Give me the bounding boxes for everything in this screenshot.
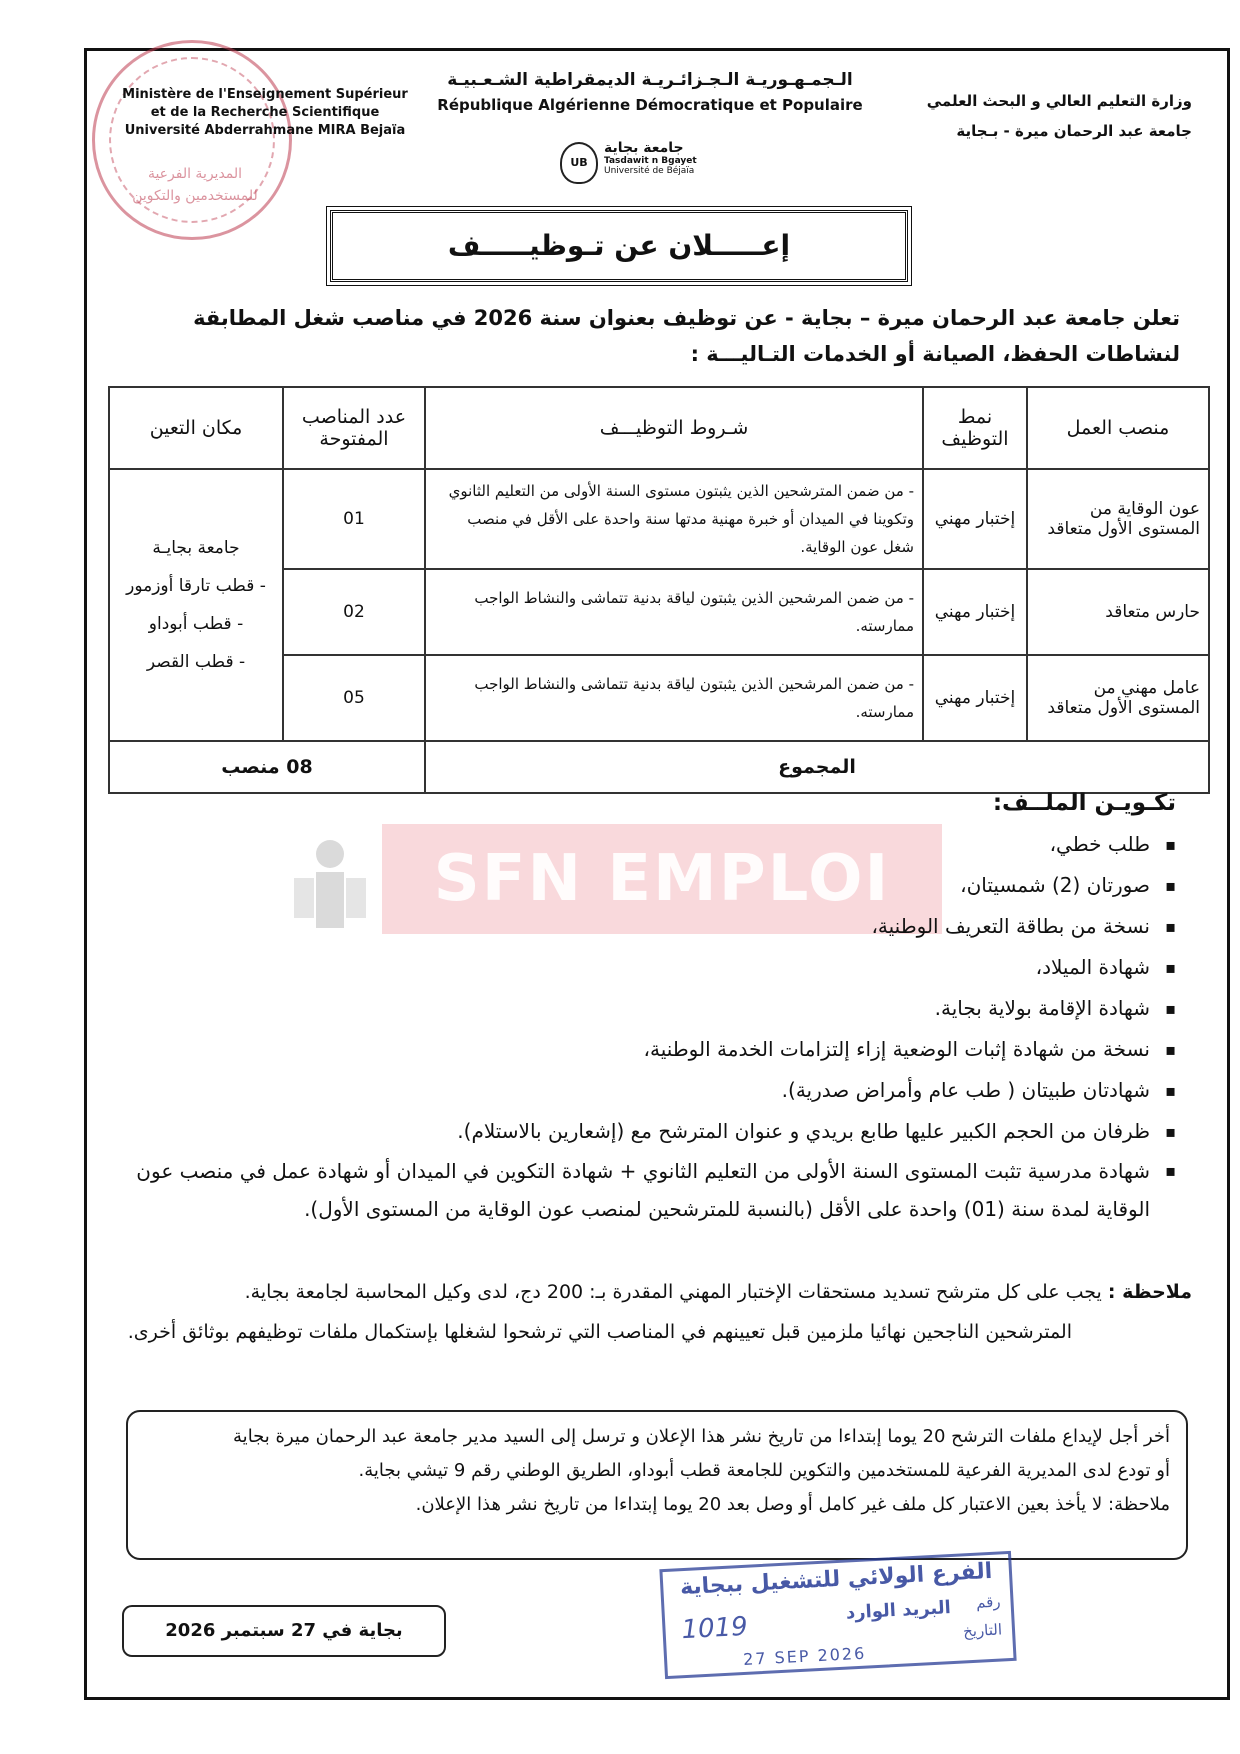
logo-fr-name: Université de Béjaïa <box>604 166 695 176</box>
stamp-date-label: التاريخ <box>962 1620 1003 1641</box>
header-republic <box>420 70 880 114</box>
note-label: ملاحظة : <box>1107 1281 1192 1303</box>
row-type: إختبار مهني <box>923 469 1027 569</box>
stamp-number-label: رقم <box>975 1592 1001 1612</box>
jobs-table <box>108 386 1210 794</box>
deadline-line-3: ملاحظة: لا يأخذ بعين الاعتبار كل ملف غير كامل أو وصل بعد 20 يوما إبتداءا من تاريخ نشر هذا الإعلان. <box>415 1494 1170 1515</box>
stamp-incoming-mail: البريد الوارد <box>845 1597 952 1624</box>
list-item: ▪ نسخة من شهادة إثبات الوضعية إزاء إلتزامات الخدمة الوطنية، <box>90 1029 1180 1070</box>
row-count: 05 <box>283 655 425 741</box>
table-header-row <box>109 387 1209 469</box>
header-ministry-line: وزارة التعليم العالي و البحث العلمي <box>926 92 1192 110</box>
place-line: - قطب تارقا أوزمور <box>126 576 266 596</box>
place-line: جامعة بجايـة <box>152 538 240 558</box>
announcement-title-box <box>330 210 908 282</box>
list-item: ▪ ظرفان من الحجم الكبير عليها طابع بريدي و عنوان المترشح مع (إشعارين بالاستلام). <box>90 1111 1180 1152</box>
stamp-number: 1019 <box>680 1611 749 1646</box>
logo-kabyle-name: Tasdawit n Bgayet <box>604 156 697 166</box>
watermark-text: SFN EMPLOI <box>433 842 891 916</box>
header-ministry-fr <box>120 86 410 140</box>
republic-fr: République Algérienne Démocratique et Populaire <box>437 96 863 114</box>
header-conditions: شـروط التوظيـــف <box>425 387 923 469</box>
row-type: إختبار مهني <box>923 655 1027 741</box>
list-item: ▪ طلب خطي، <box>90 824 1180 865</box>
deadline-line-1: أخر أجل لإيداع ملفات الترشح 20 يوما إبتداءا من تاريخ نشر هذا الإعلان و ترسل إلى السيد مدير جامعة عبد الرحمان ميرة بجاية <box>233 1426 1170 1447</box>
list-item: ▪ شهادة مدرسية تثبت المستوى السنة الأولى من التعليم الثانوي + شهادة التكوين في الميدان أو شهادة عمل في منصب عون الوقاية لمدة سنة (01) واحدة على الأقل (بالنسبة للمترشحين لمنصب عون الوقاية من المستوى الأول). <box>90 1152 1180 1228</box>
total-label: المجموع <box>425 741 1209 793</box>
header-place: مكان التعين <box>109 387 283 469</box>
note-line-2: المترشحين الناجحين نهائيا ملزمين قبل تعيينهم في المناصب التي ترشحوا لشغلها بإستكمال ملفات توظيفهم بوثائق أخرى. <box>127 1321 1072 1343</box>
row-position: عامل مهني من المستوى الأول متعاقد <box>1027 655 1209 741</box>
row-conditions: - من ضمن المترشحين الذين يثبتون مستوى السنة الأولى من التعليم الثانوي وتكوينا في الميدان أو خبرة مهنية مدتها سنة واحدة على الأقل في منصب شغل عون الوقاية. <box>425 469 923 569</box>
note-line-1: يجب على كل مترشح تسديد مستحقات الإختبار المهني المقدرة بـ: 200 دج، لدى وكيل المحاسبة لجامعة بجاية. <box>244 1281 1102 1303</box>
table-row <box>109 469 1209 569</box>
list-item: ▪ صورتان (2) شمسيتان، <box>90 865 1180 906</box>
total-value: 08 منصب <box>109 741 425 793</box>
employment-office-stamp <box>659 1551 1016 1679</box>
intro-paragraph: تعلن جامعة عبد الرحمان ميرة – بجاية - عن توظيف بعنوان سنة 2026 في مناصب شغل المطابقة لنشاطات الحفظ، الصيانة أو الخدمات التـاليـــة : <box>193 306 1180 366</box>
placement-cell <box>109 469 283 741</box>
note-section <box>82 1272 1192 1352</box>
university-emblem-icon: UB <box>560 142 598 184</box>
header-university-line: جامعة عبد الرحمان ميرة - بـجاية <box>956 122 1192 140</box>
dossier-list <box>90 824 1180 1228</box>
place-line: - قطب أبوداو <box>148 614 244 634</box>
row-count: 02 <box>283 569 425 655</box>
deadline-box <box>126 1410 1188 1560</box>
dossier-title: تكـويـن الملــف: <box>992 790 1176 816</box>
place-line: - قطب القصر <box>146 652 246 672</box>
date-box: بجاية في 27 سبتمبر 2026 <box>122 1605 446 1657</box>
row-position: حارس متعاقد <box>1027 569 1209 655</box>
deadline-line-2: أو تودع لدى المديرية الفرعية للمستخدمين والتكوين للجامعة قطب أبوداو، الطريق الوطني رقم 9 تيشي بجاية. <box>358 1460 1170 1481</box>
header-position: منصب العمل <box>1027 387 1209 469</box>
row-count: 01 <box>283 469 425 569</box>
stamp-office: الفرع الولائي للتشغيل ببجاية <box>679 1558 993 1601</box>
row-conditions: - من ضمن المرشحين الذين يثبتون لياقة بدنية تتماشى والنشاط الواجب ممارسته. <box>425 655 923 741</box>
list-item: ▪ نسخة من بطاقة التعريف الوطنية، <box>90 906 1180 947</box>
university-logo <box>560 140 740 190</box>
seal-text: المديرية الفرعية للمستخدمين والتكوين <box>132 166 258 204</box>
header-fr-line-3: Université Abderrahmane MIRA Bejaïa <box>124 123 406 138</box>
row-position: عون الوقاية من المستوى الأول متعاقد <box>1027 469 1209 569</box>
header-ministry-ar <box>892 86 1192 146</box>
header-count: عدد المناصب المفتوحة <box>283 387 425 469</box>
logo-ar-name: جامعة بجاية <box>604 140 684 156</box>
row-conditions: - من ضمن المرشحين الذين يثبتون لياقة بدنية تتماشى والنشاط الواجب ممارسته. <box>425 569 923 655</box>
list-item: ▪ شهادتان طبيتان ( طب عام وأمراض صدرية). <box>90 1070 1180 1111</box>
table-total-row <box>109 741 1209 793</box>
announcement-title: إعـــــلان عن تـوظيـــــف <box>447 229 791 262</box>
stamp-date: 27 SEP 2026 <box>742 1643 867 1670</box>
row-type: إختبار مهني <box>923 569 1027 655</box>
republic-ar: الـجمـهـوريـة الـجـزائـريـة الديمقراطية الشـعـبيـة <box>447 70 853 90</box>
list-item: ▪ شهادة الإقامة بولاية بجاية. <box>90 988 1180 1029</box>
header-fr-line-2: et de la Recherche Scientifique <box>150 105 380 120</box>
list-item: ▪ شهادة الميلاد، <box>90 947 1180 988</box>
header-type: نمط التوظيف <box>923 387 1027 469</box>
header-fr-line-1: Ministère de l'Enseignement Supérieur <box>122 87 408 102</box>
university-seal <box>92 40 292 240</box>
